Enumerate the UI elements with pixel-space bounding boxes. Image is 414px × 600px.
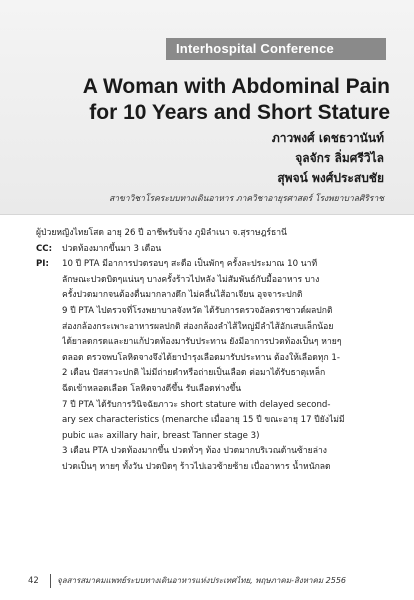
text-line: ary sex characteristics (menarche เมื่ออายุ 15 ปี ขณะอายุ 17 ปียังไม่มี xyxy=(62,415,345,426)
text-line: pubic และ axillary hair, breast Tanner stage 3) xyxy=(62,430,260,441)
cc-text: ปวดท้องมากขึ้นมา 3 เดือน xyxy=(62,243,162,254)
page-footer xyxy=(28,574,388,588)
section-badge: Interhospital Conference xyxy=(166,38,386,60)
text-line: 7 ปี PTA ได้รับการวินิจฉัยภาวะ short stature with delayed second- xyxy=(62,399,331,410)
article-header xyxy=(0,0,414,215)
chief-complaint xyxy=(36,242,384,258)
title-line: A Woman with Abdominal Pain xyxy=(82,75,390,98)
footer-divider xyxy=(50,574,51,588)
author-affiliation: สาขาวิชาโรคระบบทางเดินอาหาร ภาควิชาอายุรศาสตร์ โรงพยาบาลศิริราช xyxy=(109,194,384,204)
author-list xyxy=(184,128,384,188)
text-line: ส่องกล้องกระเพาะอาหารผลปกติ ส่องกล้องลำไส้ใหญ่มีลำไส้อักเสบเล็กน้อย xyxy=(62,321,334,332)
text-line: 3 เดือน PTA ปวดท้องมากขึ้น ปวดทั่วๆ ท้อง ปวดมากบริเวณด้านซ้ายล่าง xyxy=(62,446,327,457)
author-name: สุพจน์ พงศ์ประสบชัย xyxy=(277,171,384,185)
pi-label: PI: xyxy=(36,259,49,270)
text-line: ตลอด ตรวจพบโลหิตจางจึงได้ยาบำรุงเลือดมารับประทาน ต้องให้เลือดทุก 1- xyxy=(62,352,340,363)
author-name: ภาวพงศ์ เดชธวานันท์ xyxy=(271,131,384,145)
pi-paragraph xyxy=(36,444,384,475)
text-line: ครั้งปวดมากจนต้องตื่นมากลางดึก ไม่คลื่นไส้อาเจียน อุจจาระปกติ xyxy=(62,290,303,301)
pi-paragraph xyxy=(36,304,384,398)
present-illness xyxy=(36,257,384,304)
text-line: 9 ปี PTA ไปตรวจที่โรงพยาบาลจังหวัด ได้รับการตรวจอัลตราซาวด์ผลปกติ xyxy=(62,305,333,316)
text-line: 10 ปี PTA มีอาการปวดรอบๆ สะดือ เป็นพักๆ ครั้งละประมาณ 10 นาที xyxy=(62,259,318,270)
page-number: 42 xyxy=(28,576,39,586)
journal-citation: จุลสารสมาคมแพทย์ระบบทางเดินอาหารแห่งประเทศไทย, พฤษภาคม-สิงหาคม 2556 xyxy=(57,576,347,585)
patient-intro: ผู้ป่วยหญิงไทยโสด อายุ 26 ปี อาชีพรับจ้าง ภูมิลำเนา จ.สุราษฎร์ธานี xyxy=(36,228,287,238)
text-line: 2 เดือน ปัสสาวะปกติ ไม่มีถ่ายดำหรือถ่ายเป็นเลือด ต่อมาได้รับธาตุเหล็ก xyxy=(62,368,326,379)
pi-paragraph xyxy=(62,257,384,304)
author-name: จุลจักร ลิ่มศรีวิไล xyxy=(295,151,384,165)
title-line: for 10 Years and Short Stature xyxy=(89,101,390,124)
text-line: ปวดเป็นๆ หายๆ ทั้งวัน ปวดบิดๆ ร้าวไปเอวซ้ายซ้าย เบื่ออาหาร น้ำหนักลด xyxy=(62,461,331,472)
pi-paragraph xyxy=(36,398,384,445)
article-title xyxy=(30,74,390,126)
article-body xyxy=(36,226,384,476)
text-line: ได้ยาลดกรดและยาแก้ปวดท้องมารับประทาน ยังมีอาการปวดท้องเป็นๆ หายๆ xyxy=(62,337,342,348)
text-line: ฉีดเข้าหลอดเลือด โลหิตจางดีขึ้น รับเลือดห่างขึ้น xyxy=(62,383,242,394)
cc-label: CC: xyxy=(36,243,53,254)
text-line: ลักษณะปวดบิดๆแน่นๆ บางครั้งร้าวไปหลัง ไม่สัมพันธ์กับมื้ออาหาร บาง xyxy=(62,274,320,285)
